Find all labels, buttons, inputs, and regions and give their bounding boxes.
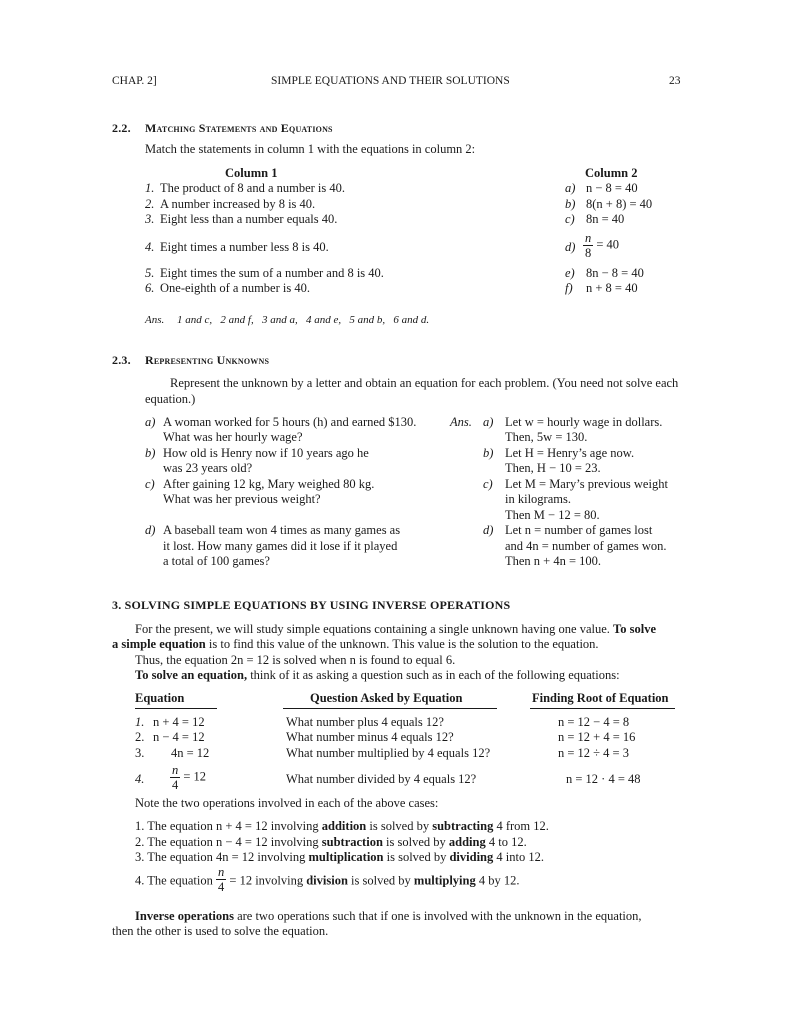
inverse-line-1	[135, 909, 642, 925]
para1-bold-2: a simple equation	[112, 637, 206, 651]
table-row-number: 3.	[135, 746, 145, 760]
table-equation: 4n = 12	[171, 746, 210, 760]
case-number: 3.	[135, 850, 145, 864]
problem-letter: d)	[145, 523, 156, 537]
table-root: n = 12 + 4 = 16	[558, 730, 636, 744]
statement-text: The product of 8 and a number is 40.	[160, 181, 346, 195]
section-3-para1-line1	[135, 622, 656, 638]
case-operation: addition	[321, 819, 367, 833]
note-line: Note the two operations involved in each of the above cases:	[135, 796, 439, 810]
table-row-number: 4.	[135, 772, 145, 786]
answer-label: Ans.	[145, 314, 165, 326]
statement-number: 4.	[145, 240, 155, 254]
inverse-text: are two operations such that if one is involved with the unknown in the equation,	[237, 909, 642, 923]
problem-line: After gaining 12 kg, Mary weighed 80 kg.	[163, 477, 375, 491]
section-2-2-number: 2.2.	[112, 121, 131, 135]
case-text: 4 from 12.	[496, 819, 549, 833]
table-root: n = 12 − 4 = 8	[558, 715, 630, 729]
equation: n + 8 = 40	[586, 281, 638, 295]
fraction-numerator: n	[585, 231, 592, 245]
case-operation: multiplication	[308, 850, 384, 864]
fraction-rest: = 12	[183, 769, 207, 784]
case-text: The equation 4n = 12 involving	[147, 850, 306, 864]
inverse-line-2: then the other is used to solve the equation.	[112, 924, 329, 938]
statement-text: Eight less than a number equals 40.	[160, 212, 338, 226]
problem-line: What was her hourly wage?	[163, 430, 303, 444]
answer-label: Ans.	[450, 415, 472, 429]
table-equation: n + 4 = 12	[153, 715, 205, 729]
equation-letter: c)	[565, 212, 575, 226]
equation: 8(n + 8) = 40	[586, 197, 653, 211]
equation: n − 8 = 40	[586, 181, 638, 195]
problem-letter: c)	[145, 477, 155, 491]
equation-letter: a)	[565, 181, 576, 195]
answer-line: Then, H − 10 = 23.	[505, 461, 601, 475]
case-text: is solved by	[386, 835, 446, 849]
problem-line: was 23 years old?	[163, 461, 253, 475]
problem-letter: a)	[145, 415, 156, 429]
equation: 8n − 8 = 40	[586, 266, 644, 280]
equation-letter: d)	[565, 240, 576, 254]
answer-line: Then n + 4n = 100.	[505, 554, 602, 568]
case-inverse: subtracting	[432, 819, 494, 833]
table-row-number: 1.	[135, 715, 145, 729]
section-3-para3	[135, 668, 620, 684]
table-row-number: 2.	[135, 730, 145, 744]
page-number: 23	[669, 75, 681, 87]
equation: 8n = 40	[586, 212, 625, 226]
table-fraction-equation	[170, 763, 206, 792]
case-text: 4 to 12.	[488, 835, 527, 849]
table-head-equation: Equation	[135, 691, 185, 705]
case-operation: division	[306, 873, 348, 888]
table-question: What number divided by 4 equals 12?	[286, 772, 477, 786]
problem-line: it lost. How many games did it lose if it played	[163, 539, 398, 553]
fraction-numerator: n	[172, 763, 179, 777]
table-root: n = 12 ÷ 4 = 3	[558, 746, 629, 760]
case-text: is solved by	[386, 850, 447, 864]
equation-letter: f)	[565, 281, 573, 295]
answer-line: Let H = Henry’s age now.	[505, 446, 635, 460]
case-number: 1.	[135, 819, 145, 833]
case-text: The equation n − 4 = 12 involving	[147, 835, 319, 849]
section-3-para2: Thus, the equation 2n = 12 is solved when n is found to equal 6.	[135, 653, 456, 667]
case-text: 4 by 12.	[478, 873, 520, 888]
section-2-3-title: Representing Unknowns	[145, 353, 270, 367]
problem-letter: b)	[145, 446, 156, 460]
case-text: = 12 involving	[229, 873, 304, 888]
statement-text: One-eighth of a number is 40.	[160, 281, 310, 295]
para1-bold: To solve	[613, 622, 656, 636]
para1-text: For the present, we will study simple equations containing a single unknown having one value.	[135, 622, 610, 636]
statement-number: 6.	[145, 281, 155, 295]
case-operation: subtraction	[321, 835, 383, 849]
answer-letter: a)	[483, 415, 494, 429]
answer-letter: d)	[483, 523, 494, 537]
table-head-rule	[530, 708, 675, 709]
column-1-heading: Column 1	[225, 166, 278, 180]
case-inverse: multiplying	[413, 873, 476, 888]
answer-line: Let M = Mary’s previous weight	[505, 477, 668, 491]
table-head-question: Question Asked by Equation	[310, 691, 463, 705]
answer-letter: c)	[483, 477, 493, 491]
fraction-denominator: 4	[172, 778, 179, 792]
case-text: The equation	[147, 873, 213, 888]
fraction-denominator: 8	[585, 246, 592, 260]
statement-number: 2.	[145, 197, 155, 211]
para1-text-2: is to find this value of the unknown. This value is the solution to the equation.	[208, 637, 599, 651]
case-inverse: dividing	[449, 850, 494, 864]
answer-text: 1 and c, 2 and f, 3 and a, 4 and e, 5 and b, 6 and d.	[177, 314, 430, 326]
column-2-heading: Column 2	[585, 166, 638, 180]
equation-letter: b)	[565, 197, 576, 211]
table-question: What number plus 4 equals 12?	[286, 715, 444, 729]
answer-line: Let w = hourly wage in dollars.	[505, 415, 663, 429]
fraction-numerator: n	[218, 865, 225, 879]
statement-text: A number increased by 8 is 40.	[160, 197, 316, 211]
case-number: 2.	[135, 835, 145, 849]
para3-bold: To solve an equation,	[135, 668, 248, 682]
table-question: What number multiplied by 4 equals 12?	[286, 746, 491, 760]
fraction-rest: = 40	[596, 237, 620, 252]
case-line	[135, 819, 549, 835]
section-2-3-number: 2.3.	[112, 353, 131, 367]
problem-line: A woman worked for 5 hours (h) and earned $130.	[163, 415, 417, 429]
answer-line: Then, 5w = 130.	[505, 430, 588, 444]
case-inverse: adding	[448, 835, 486, 849]
problem-line: What was her previous weight?	[163, 492, 321, 506]
table-root: n = 12 · 4 = 48	[566, 772, 641, 786]
table-head-rule	[283, 708, 497, 709]
table-head-root: Finding Root of Equation	[532, 691, 669, 705]
case-text: The equation n + 4 = 12 involving	[147, 819, 319, 833]
case-text: is solved by	[351, 873, 411, 888]
inverse-term: Inverse operations	[135, 909, 234, 923]
table-question: What number minus 4 equals 12?	[286, 730, 454, 744]
answer-line: and 4n = number of games won.	[505, 539, 667, 553]
table-head-rule	[135, 708, 217, 709]
section-2-2-title: Matching Statements and Equations	[145, 121, 333, 135]
statement-number: 5.	[145, 266, 155, 280]
table-equation: n − 4 = 12	[153, 730, 205, 744]
problem-line: How old is Henry now if 10 years ago he	[163, 446, 369, 460]
section-3-title: 3. SOLVING SIMPLE EQUATIONS BY USING INVERSE OPERATIONS	[112, 598, 511, 612]
answer-line: Then M − 12 = 80.	[505, 508, 600, 522]
running-head-chapter: CHAP. 2]	[112, 75, 157, 87]
statement-number: 1.	[145, 181, 155, 195]
para3-text: think of it as asking a question such as in each of the following equations:	[250, 668, 620, 682]
equation-letter: e)	[565, 266, 575, 280]
case-line	[135, 865, 520, 894]
running-head-title: SIMPLE EQUATIONS AND THEIR SOLUTIONS	[271, 75, 510, 87]
section-2-3-intro: Represent the unknown by a letter and obtain an equation for each problem. (You need not solve each equation.)	[145, 376, 679, 406]
case-text: 4 into 12.	[496, 850, 544, 864]
statement-text: Eight times a number less 8 is 40.	[160, 240, 329, 254]
case-text: is solved by	[369, 819, 430, 833]
answer-letter: b)	[483, 446, 494, 460]
statement-text: Eight times the sum of a number and 8 is 40.	[160, 266, 384, 280]
answer-line: Let n = number of games lost	[505, 523, 653, 537]
problem-line: a total of 100 games?	[163, 554, 270, 568]
fraction-denominator: 4	[218, 880, 225, 894]
section-2-2-intro: Match the statements in column 1 with the equations in column 2:	[145, 142, 476, 156]
statement-number: 3.	[145, 212, 155, 226]
section-3-para1-line2	[112, 637, 599, 653]
answer-line: in kilograms.	[505, 492, 571, 506]
case-line	[135, 835, 527, 851]
problem-line: A baseball team won 4 times as many games as	[163, 523, 401, 537]
fraction-equation	[583, 231, 619, 260]
case-line	[135, 850, 544, 866]
case-number: 4.	[135, 873, 145, 888]
